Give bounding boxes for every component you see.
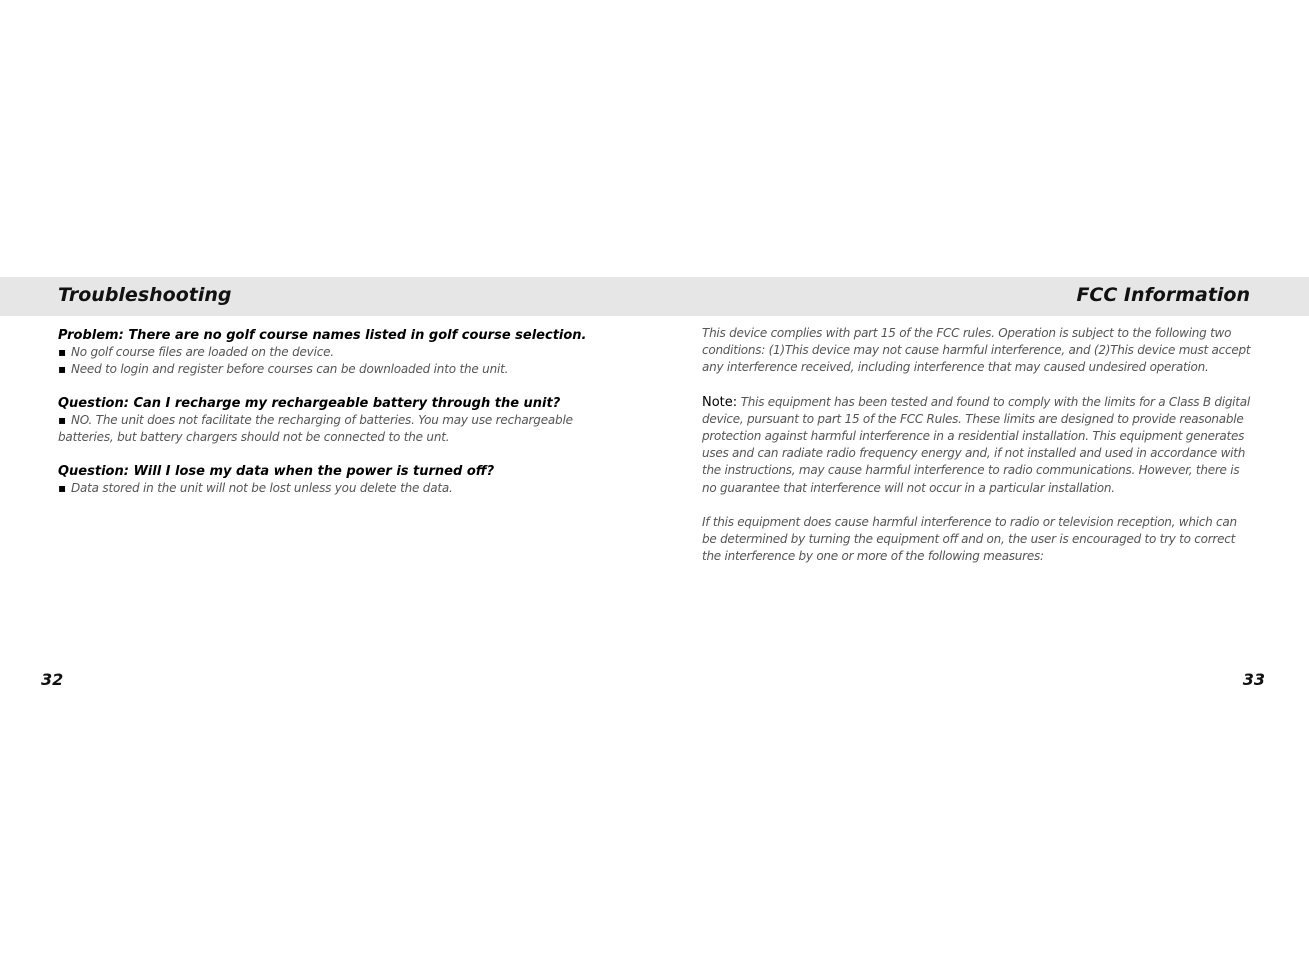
answer-item: [58, 480, 618, 497]
bullet-icon: ▪: [58, 345, 66, 359]
answer-text: Need to login and register before courses can be downloaded into the unit.: [70, 362, 509, 376]
fcc-note-paragraph: [702, 394, 1252, 497]
fcc-compliance-paragraph: This device complies with part 15 of the FCC rules. Operation is subject to the following two conditions: (1)This device may not cause harmful interference, and (2)This device must accept any interference received, including interference that may caused undesired operation.: [702, 326, 1251, 375]
answer-item: [58, 412, 618, 446]
qa-item-golf-courses: [58, 327, 618, 378]
question-text: Question: Can I recharge my rechargeable battery through the unit?: [58, 396, 561, 411]
bullet-icon: ▪: [58, 481, 66, 495]
question-text: Problem: There are no golf course names listed in golf course selection.: [58, 328, 587, 343]
answer-item: [58, 361, 618, 378]
bullet-icon: ▪: [58, 362, 66, 376]
answer-text: Data stored in the unit will not be lost unless you delete the data.: [70, 481, 453, 495]
page-number-right: 33: [1242, 670, 1265, 689]
troubleshooting-section: [58, 327, 618, 514]
troubleshooting-title: Troubleshooting: [58, 284, 232, 306]
note-text: This equipment has been tested and found to comply with the limits for a Class B digital device, pursuant to part 15 of the FCC Rules. These limits are designed to provide reasonable protection against harmful interference in a residential installation. This equipment generates uses and can radiate radio frequency energy and, if not installed and used in accordance with the instructions, may cause harmful interference to radio communications. However, there is no guarantee that interference will not occur in a particular installation.: [702, 394, 1250, 495]
fcc-section: [702, 325, 1252, 582]
answer-text: No golf course files are loaded on the device.: [70, 345, 334, 359]
answer-item: [58, 344, 618, 361]
fcc-measures-paragraph: If this equipment does cause harmful interference to radio or television reception, which can be determined by turning the equipment off and on, the user is encouraged to try to correct the interference by one or more of the following measures:: [702, 514, 1237, 564]
fcc-information-title: FCC Information: [1076, 284, 1250, 306]
qa-item-recharge-battery: [58, 395, 618, 446]
question-text: Question: Will I lose my data when the power is turned off?: [58, 464, 495, 479]
note-label: Note:: [702, 394, 738, 410]
qa-item-lose-data: [58, 463, 618, 497]
answer-text: NO. The unit does not facilitate the recharging of batteries. You may use rechargeable batteries, but battery chargers should not be connected to the unt.: [58, 413, 573, 444]
page-number-left: 32: [41, 670, 64, 689]
bullet-icon: ▪: [58, 413, 66, 427]
